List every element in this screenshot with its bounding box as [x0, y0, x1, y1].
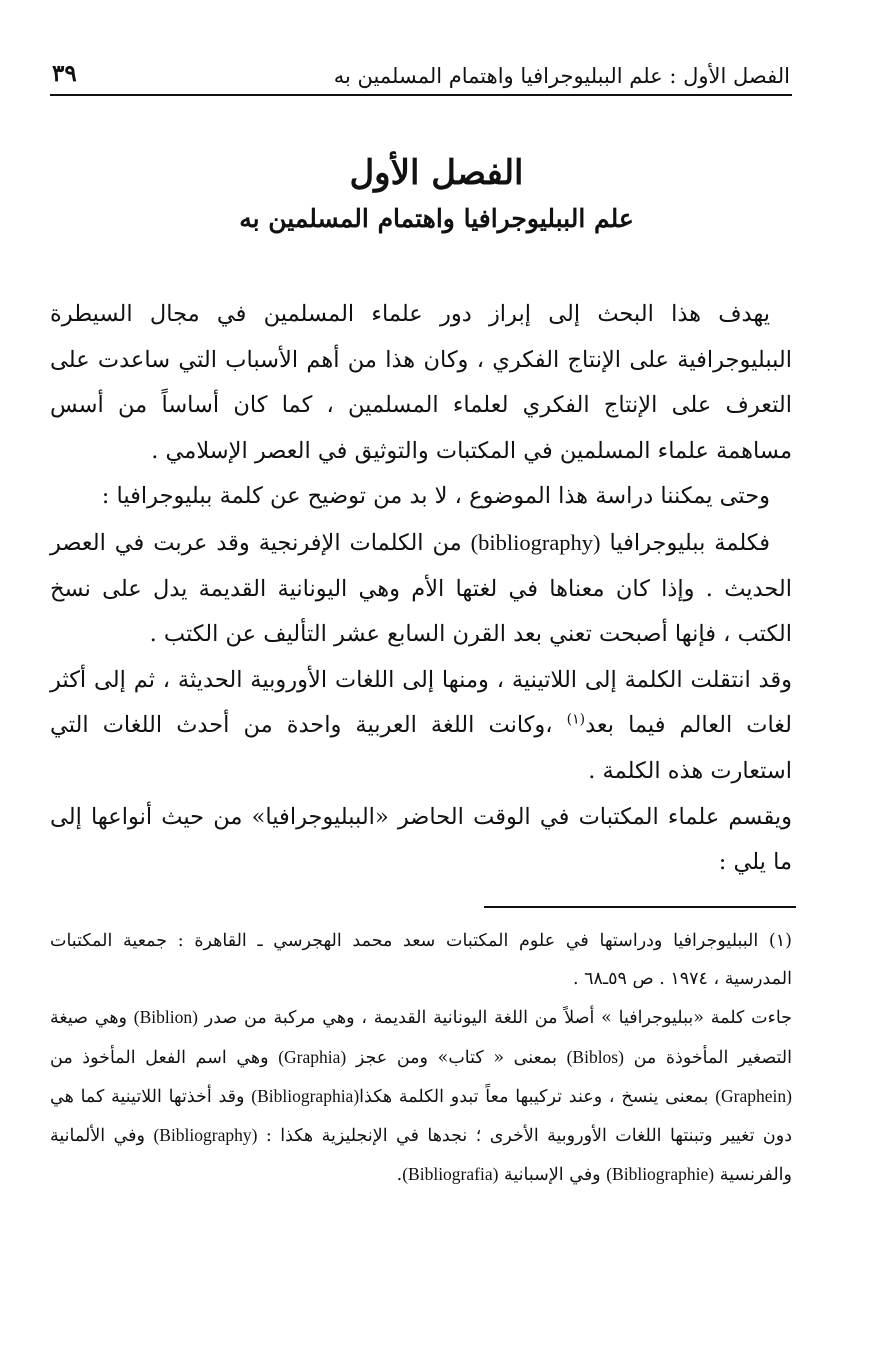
footnote-2-text-d: وهي اسم الفعل المأخوذ من: [50, 1047, 269, 1068]
paragraph-1: يهدف هذا البحث إلى إبراز دور علماء المسلمين في مجال السيطرة الببليوجرافية على الإنتاج الفكري ، وكان هذا من أهم الأسباب التي ساعدت على التعرف على الإنتاج الفكري لعلماء المسلمين ، كما كان أساساً من أسس مساهمة علماء المسلمين في المكتبات والتوثيق في العصر الإسلامي .: [50, 301, 792, 464]
footnote-1: (١) الببليوجرافيا ودراستها في علوم المكتبات سعد محمد الهجرسي ـ القاهرة : جمعية المكتبات المدرسية ، ١٩٧٤ . ص ٥٩ـ٦٨ .: [50, 931, 792, 990]
running-header: [50, 58, 792, 96]
footnote-2-text-g: وفي الألمانية والفرنسية: [50, 1126, 792, 1186]
paragraph-3: [50, 520, 792, 658]
latin-term-biblos: (Biblos): [566, 1046, 624, 1067]
chapter-title: الفصل الأول: [349, 153, 524, 193]
paragraph-3-text-a: فكلمة ببليوجرافيا: [609, 529, 770, 556]
footnote-2-text-a: جاءت كلمة «ببليوجرافيا » أصلاً من اللغة اليونانية القديمة ، وهي مركبة من صدر: [204, 1008, 792, 1029]
paragraph-4-text-a: وقد انتقلت الكلمة إلى اللاتينية ، ومنها إلى اللغات الأوروبية الحديثة ، ثم إلى أكثر لغات العالم فيما بعد: [50, 666, 793, 739]
latin-term-bibliografia: (Bibliografia): [402, 1164, 499, 1185]
footnote-2-text-e: بمعنى ينسخ ، وعند تركيبها معاً تبدو الكلمة هكذا: [359, 1086, 709, 1107]
footnote-reference-1[interactable]: (١): [566, 711, 586, 728]
footnotes: [50, 922, 792, 1194]
latin-term-graphia: (Graphia): [278, 1046, 347, 1067]
paragraph-2: وحتى يمكننا دراسة هذا الموضوع ، لا بد من توضيح عن كلمة ببليوجرافيا :: [101, 483, 770, 510]
page-number: ٣٩: [52, 60, 77, 87]
footnote-separator: [484, 906, 796, 908]
footnote-2-text-f: وقد أخذتها اللاتينية كما هي دون تغيير وتبنتها اللغات الأوروبية الأخرى ؛ نجدها في الإنجليزية هكذا :: [50, 1086, 792, 1147]
footnote-2: [50, 998, 792, 1194]
chapter-subtitle: علم الببليوجرافيا واهتمام المسلمين به: [239, 204, 634, 233]
paragraph-4-text-b: ،وكانت اللغة العربية واحدة من أحدث اللغات التي استعارت هذه الكلمة .: [50, 712, 792, 784]
latin-term-bibliographia: (Bibliographia): [251, 1085, 360, 1106]
paragraph-5: ويقسم علماء المكتبات في الوقت الحاضر «الببليوجرافيا» من حيث أنواعها إلى ما يلي :: [50, 803, 792, 876]
latin-term-graphein: (Graphein): [715, 1085, 792, 1106]
latin-term-biblion: (Biblion): [133, 1007, 198, 1028]
footnote-2-text-c: بمعنى « كتاب» ومن عجز: [355, 1047, 557, 1068]
paragraph-4: [50, 658, 792, 795]
running-title: الفصل الأول : علم الببليوجرافيا واهتمام المسلمين به: [333, 64, 790, 88]
footnote-2-text-h: وفي الإسبانية: [504, 1165, 601, 1186]
footnote-2-text-b: وهي صيغة التصغير المأخوذة من: [50, 1008, 792, 1068]
footnote-2-end: .: [396, 1165, 403, 1186]
latin-term-bibliography: (bibliography): [470, 529, 601, 555]
latin-term-bibliographie: (Bibliographie): [606, 1164, 715, 1185]
paragraph-3-text-b: من الكلمات الإفرنجية وقد عربت في العصر الحديث . وإذا كان معناها في لغتها الأم وهي اليونانية القديمة يدل على نسخ الكتب ، فإنها أصبحت تعني بعد القرن السابع عشر التأليف عن الكتب .: [50, 529, 792, 648]
latin-term-bibliography-en: (Bibliography): [153, 1125, 258, 1146]
body-text: [50, 292, 792, 886]
